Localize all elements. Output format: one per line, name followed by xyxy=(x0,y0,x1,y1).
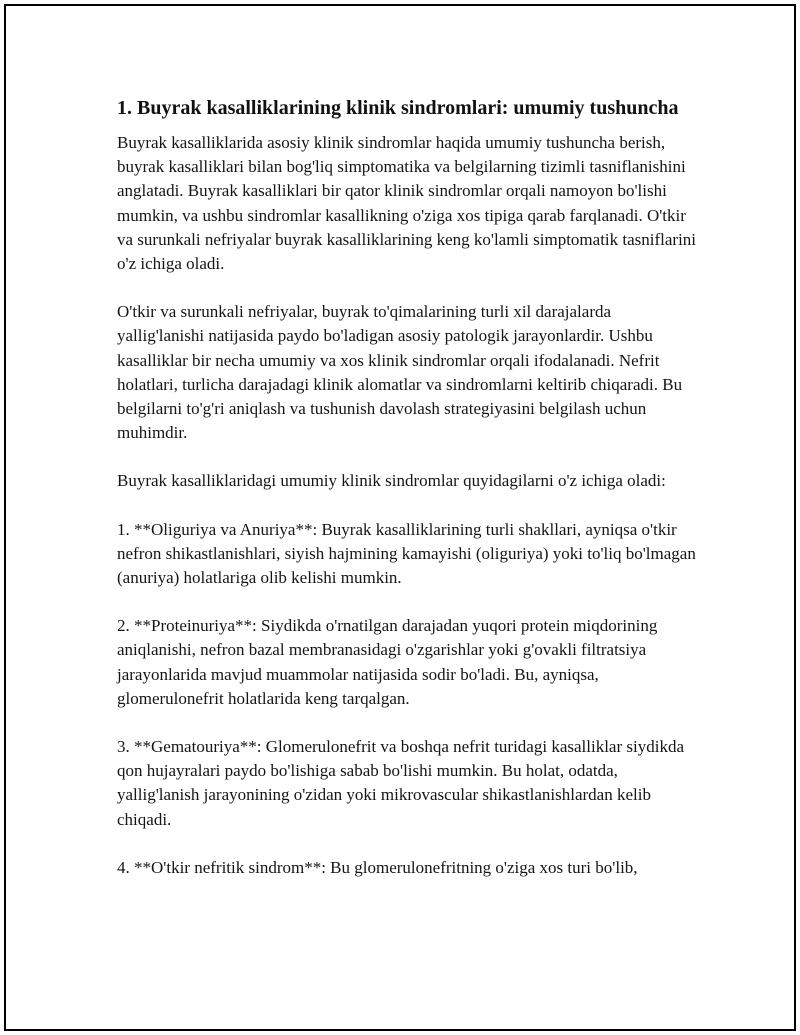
document-body xyxy=(117,94,697,880)
paragraph-nephritis: O'tkir va surunkali nefriyalar, buyrak to'qimalarining turli xil darajalarda yallig'lanishi natijasida paydo bo'ladigan asosiy patologik jarayonlardir. Ushbu kasalliklar bir necha umumiy va xos klinik sindromlar orqali ifodalanadi. Nefrit holatlari, turlicha darajadagi klinik alomatlar va sindromlarni keltirib chiqaradi. Bu belgilarni to'g'ri aniqlash va tushunish davolash strategiyasini belgilash uchun muhimdir. xyxy=(117,302,683,443)
paragraph-list-intro: Buyrak kasalliklaridagi umumiy klinik sindromlar quyidagilarni o'z ichiga oladi: xyxy=(117,471,666,491)
list-item-proteinuria: 2. **Proteinuriya**: Siydikda o'rnatilgan darajadan yuqori protein miqdorining aniqlanishi, nefron bazal membranasidagi o'zgarishlar yoki g'ovakli filtratsiya jarayonlarida mavjud muammolar natijasida sodir bo'ladi. Bu, ayniqsa, glomerulonefrit holatlarida keng tarqalgan. xyxy=(117,616,658,708)
list-item-nephritic-syndrome: 4. **O'tkir nefritik sindrom**: Bu glomerulonefritning o'ziga xos turi bo'lib, xyxy=(117,857,638,877)
list-item-hematuria: 3. **Gematouriya**: Glomerulonefrit va boshqa nefrit turidagi kasalliklar siydikda qon hujayralari paydo bo'lishiga sabab bo'lishi mumkin. Bu holat, odatda, yallig'lanish jarayonining o'zidan yoki mikrovascular shikastlanishlardan kelib chiqadi. xyxy=(117,737,684,829)
list-item-oliguria: 1. **Oliguriya va Anuriya**: Buyrak kasalliklarining turli shakllari, ayniqsa o'tkir nefron shikastlanishlari, siyish hajmining kamayishi (oliguriya) yoki to'liq bo'lmagan (anuriya) holatlariga olib kelishi mumkin. xyxy=(117,519,696,588)
paragraph-intro: Buyrak kasalliklarida asosiy klinik sindromlar haqida umumiy tushuncha berish, buyrak kasalliklari bilan bog'liq simptomatika va belgilarning tizimli tasniflanishini anglatadi. Buyrak kasalliklari bir qator klinik sindromlar orqali namoyon bo'lishi mumkin, va ushbu sindromlar kasallikning o'ziga xos tipiga qarab farqlanadi. O'tkir va surunkali nefriyalar buyrak kasalliklarining keng ko'lamli simptomatik tasniflarini o'z ichiga oladi. xyxy=(117,133,697,274)
section-heading: 1. Buyrak kasalliklarining klinik sindromlari: umumiy tushuncha xyxy=(117,97,679,119)
